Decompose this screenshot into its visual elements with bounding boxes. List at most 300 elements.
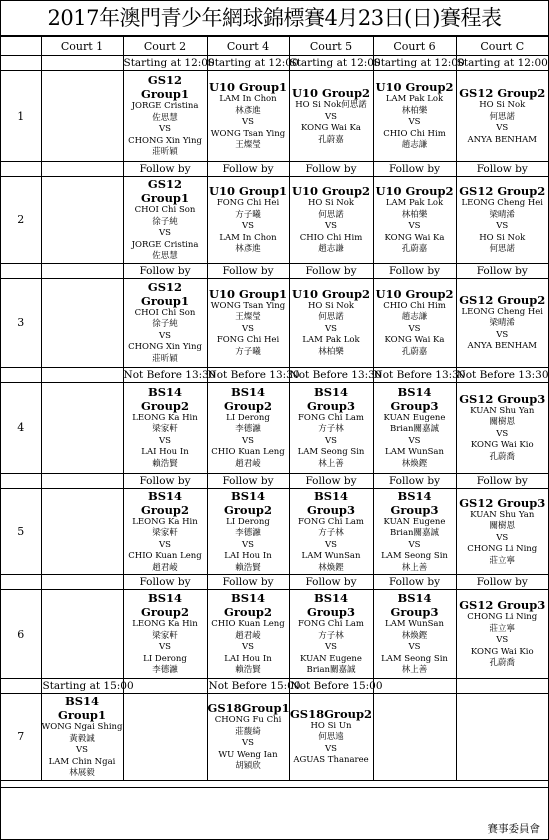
- player-name: CHIO Kuan Leng: [211, 447, 285, 458]
- player-name: LAI Hou In: [224, 551, 272, 561]
- time-label: Follow by: [373, 575, 456, 590]
- player-name: FONG Chi Hei: [216, 335, 280, 346]
- match-group: GS12 Group1: [141, 73, 189, 102]
- match: [124, 489, 207, 575]
- time-label: [1, 367, 41, 382]
- player-name: 方子林: [318, 528, 344, 538]
- footer-signature: 賽事委員會: [487, 823, 540, 835]
- match-cell: [123, 590, 207, 679]
- match: [208, 591, 289, 677]
- player-name: HO Si Nok: [307, 300, 355, 311]
- player-name: 王燦瑩: [235, 140, 261, 151]
- player-name: LAM Pak Lok: [302, 335, 360, 346]
- header-row: [1, 37, 548, 56]
- player-name: LAM WunSan: [385, 619, 444, 630]
- match-group: U10 Group2: [375, 184, 454, 198]
- time-label: [1, 575, 41, 590]
- court-header: Court 2: [123, 37, 207, 56]
- match: [457, 496, 549, 568]
- vs-label: VS: [325, 221, 337, 231]
- player-name: 梁晴浠: [489, 318, 515, 328]
- vs-label: VS: [159, 435, 171, 446]
- player-name: KONG Wai Ka: [384, 232, 445, 243]
- match-group: BS14 Group3: [390, 488, 439, 517]
- spacer-cell: [123, 780, 207, 787]
- header-corner: [1, 37, 41, 56]
- match-group: U10 Group2: [292, 184, 370, 198]
- match-cell: [207, 278, 289, 367]
- vs-label: VS: [496, 329, 509, 340]
- player-name: 何思遠: [318, 732, 344, 743]
- match: [208, 287, 289, 359]
- match: [124, 591, 207, 677]
- round-number: 1: [1, 71, 41, 162]
- player-name: WONG Tsan Ying: [210, 128, 286, 139]
- empty-cell: [41, 382, 123, 473]
- match-group: BS14 Group2: [224, 384, 272, 413]
- match-cell: [289, 694, 373, 781]
- match-group: BS14 Group3: [307, 488, 355, 517]
- player-name: HO Si Nok: [479, 100, 526, 110]
- match-cell: [456, 71, 548, 162]
- round-number: 3: [1, 278, 41, 367]
- player-name: LAM Chin Ngai: [48, 756, 116, 767]
- match-group: U10 Group2: [375, 286, 454, 301]
- vs-label: VS: [242, 221, 254, 231]
- match-cell: [289, 382, 373, 473]
- player-name: LAM WunSan: [385, 447, 444, 458]
- empty-cell: [123, 694, 207, 781]
- player-name: 方子曦: [235, 346, 261, 357]
- match-cell: [207, 382, 289, 473]
- round-number: 4: [1, 382, 41, 473]
- player-name: 賴浩賢: [235, 562, 261, 573]
- player-name: 王燦瑩: [235, 312, 261, 323]
- player-name: 莊昕穎: [152, 353, 178, 364]
- match: [374, 80, 456, 152]
- time-label: Follow by: [207, 575, 289, 590]
- match: [42, 694, 123, 780]
- match-group: U10 Group2: [292, 86, 370, 100]
- time-label: [41, 575, 123, 590]
- time-label-row: [1, 575, 548, 590]
- match-group: GS12 Group2: [459, 86, 546, 100]
- player-name: LAM WunSan: [301, 551, 361, 561]
- empty-cell: [41, 488, 123, 575]
- match-row: [1, 177, 548, 264]
- time-label: [41, 263, 123, 278]
- player-name: 孔蔚嘉: [401, 346, 428, 357]
- player-name: 趙君崚: [235, 630, 261, 641]
- player-name: 孔蔚喬: [489, 451, 515, 462]
- player-name: LAI Hou In: [141, 447, 189, 458]
- match-cell: [373, 488, 456, 575]
- vs-label: VS: [242, 642, 254, 653]
- player-name: CHIO Kuan Leng: [128, 551, 202, 561]
- player-name: 何思諾: [318, 312, 344, 323]
- time-label: [1, 162, 41, 177]
- court-header: Court 5: [289, 37, 373, 56]
- empty-cell: [373, 694, 456, 781]
- time-label: [41, 162, 123, 177]
- player-name: ANYA BENHAM: [467, 134, 537, 145]
- player-name: WONG Ngai Shing: [41, 722, 123, 732]
- time-label: [1, 473, 41, 488]
- match-group: BS14 Group2: [224, 591, 272, 620]
- player-name: 梁家軒: [152, 630, 178, 641]
- player-name: FONG Chi Lam: [298, 619, 364, 630]
- player-name: 徐子純: [152, 319, 178, 330]
- match-cell: [207, 177, 289, 264]
- player-name: KUAN Eugene: [383, 516, 446, 527]
- match-group: GS12 Group3: [459, 495, 546, 510]
- player-name: LEONG Cheng Hei: [461, 306, 544, 317]
- time-label: Follow by: [123, 575, 207, 590]
- match: [208, 385, 289, 471]
- player-name: 莊馥綺: [235, 726, 261, 737]
- vs-label: VS: [325, 743, 337, 754]
- match: [457, 392, 549, 464]
- match-group: U10 Group1: [209, 80, 287, 95]
- player-name: LI Derong: [143, 653, 187, 664]
- vs-label: VS: [496, 635, 509, 646]
- player-name: 趙君崚: [235, 458, 261, 469]
- vs-label: VS: [408, 221, 421, 231]
- player-name: 林煥鏗: [318, 562, 344, 573]
- player-name: FONG Chi Lam: [298, 412, 364, 423]
- match-group: GS12 Group3: [459, 391, 546, 406]
- time-label: [41, 367, 123, 382]
- player-name: LAM Seong Sin: [381, 653, 448, 664]
- spacer-cell: [41, 780, 123, 787]
- player-name: Brian關嘉誠: [389, 528, 440, 538]
- court-header: Court 4: [207, 37, 289, 56]
- player-name: 關樹恩: [489, 521, 515, 531]
- match-group: BS14 Group3: [307, 591, 355, 620]
- time-label: Follow by: [456, 473, 548, 488]
- match-group: BS14 Group3: [390, 384, 439, 413]
- match-row: [1, 488, 548, 575]
- round-number: 7: [1, 694, 41, 781]
- player-name: 孔蔚嘉: [401, 244, 428, 254]
- time-label: [373, 679, 456, 694]
- match: [124, 385, 207, 471]
- match-group: GS18Group2: [289, 706, 373, 721]
- match-cell: [123, 177, 207, 264]
- vs-label: VS: [242, 323, 254, 334]
- player-name: CHOI Chi Son: [134, 307, 196, 318]
- player-name: 林展毅: [69, 768, 95, 778]
- player-name: 林上善: [318, 458, 344, 469]
- match: [208, 80, 289, 152]
- match-group: GS12 Group3: [459, 598, 546, 613]
- player-name: 林煥鏗: [401, 458, 428, 469]
- match-cell: [373, 177, 456, 264]
- match: [457, 293, 549, 353]
- time-label: [1, 263, 41, 278]
- player-name: Brian關嘉誠: [389, 424, 440, 435]
- match: [374, 184, 456, 256]
- player-name: LEONG Ka Hin: [132, 516, 198, 527]
- player-name: LAM In Chon: [219, 94, 277, 105]
- vs-label: VS: [325, 642, 337, 653]
- vs-label: VS: [408, 323, 421, 334]
- match-cell: [456, 278, 548, 367]
- spacer-row: [1, 780, 548, 787]
- time-label: Not Before 13:30: [373, 368, 466, 381]
- vs-label: VS: [242, 539, 254, 550]
- player-name: LAM Seong Sin: [381, 551, 448, 561]
- player-name: 孔蔚喬: [489, 658, 515, 669]
- player-name: 孔蔚嘉: [318, 134, 344, 145]
- player-name: 趙君崚: [152, 562, 178, 573]
- match: [290, 489, 373, 575]
- schedule-table: [1, 36, 548, 788]
- time-label-row: [1, 263, 548, 278]
- player-name: CHIO Kuan Leng: [211, 619, 285, 630]
- player-name: 林彥進: [235, 105, 261, 116]
- match-cell: [289, 177, 373, 264]
- time-label: [456, 679, 548, 694]
- vs-label: VS: [242, 435, 254, 446]
- vs-label: VS: [76, 745, 88, 755]
- time-label: Starting at 12:00: [289, 57, 381, 69]
- match: [208, 701, 289, 773]
- time-label: Follow by: [373, 263, 456, 278]
- match: [124, 177, 207, 263]
- player-name: 林柏樂: [401, 209, 428, 220]
- time-label: Not Before 13:30: [207, 368, 300, 381]
- match: [374, 489, 456, 575]
- match: [290, 707, 373, 767]
- player-name: HO Si Un: [310, 720, 352, 731]
- match-cell: [289, 590, 373, 679]
- player-name: LEONG Ka Hin: [132, 412, 198, 423]
- match: [374, 287, 456, 359]
- match-cell: [207, 694, 289, 781]
- player-name: CHIO Chi Him: [383, 128, 446, 139]
- time-label-row: [1, 367, 548, 382]
- player-name: CHIO Chi Him: [299, 232, 363, 243]
- player-name: JORGE Cristina: [131, 101, 199, 112]
- player-name: CHONG Li Ning: [467, 612, 538, 623]
- spacer-cell: [289, 780, 373, 787]
- match: [374, 385, 456, 471]
- player-name: LEONG Ka Hin: [132, 619, 198, 630]
- player-name: FONG Chi Hei: [216, 198, 280, 208]
- vs-label: VS: [242, 738, 254, 748]
- player-name: 林上善: [401, 665, 428, 676]
- time-label: [1, 56, 41, 71]
- time-label: Not Before 15:00: [290, 680, 383, 692]
- match-group: U10 Group2: [292, 286, 370, 301]
- player-name: 李德瀜: [235, 424, 261, 435]
- player-name: 李德瀜: [152, 665, 178, 676]
- player-name: CHIO Chi Him: [383, 300, 446, 311]
- player-name: LI Derong: [226, 516, 270, 527]
- time-label: [123, 679, 207, 694]
- time-label: Not Before 13:30: [123, 368, 216, 381]
- player-name: LI Derong: [226, 412, 270, 423]
- vs-label: VS: [325, 539, 337, 550]
- time-label: Starting at 12:00: [207, 57, 299, 69]
- time-label: Follow by: [289, 263, 373, 278]
- time-label-row: [1, 679, 548, 694]
- vs-label: VS: [159, 228, 171, 238]
- vs-label: VS: [325, 435, 337, 446]
- player-name: 胡穎欣: [235, 761, 261, 771]
- player-name: 林柏樂: [318, 346, 344, 357]
- page-title: 2017年澳門青少年網球錦標賽4月23日(日)賽程表: [1, 1, 548, 36]
- round-number: 2: [1, 177, 41, 264]
- match: [290, 591, 373, 677]
- player-name: 莊立寧: [489, 623, 515, 634]
- match-cell: [289, 278, 373, 367]
- player-name: WU Weng Ian: [218, 749, 278, 760]
- player-name: LAM Pak Lok: [385, 94, 444, 105]
- vs-label: VS: [496, 123, 509, 133]
- player-name: 何思諾: [489, 244, 515, 254]
- match-group: GS12 Group1: [141, 279, 189, 308]
- match-group: U10 Group1: [209, 184, 287, 198]
- time-label: [41, 56, 123, 71]
- player-name: JORGE Cristina: [131, 239, 199, 250]
- player-name: 方子曦: [235, 209, 261, 220]
- match-group: U10 Group2: [375, 80, 454, 95]
- time-label-row: [1, 56, 548, 71]
- player-name: CHONG Fu Chi: [214, 715, 282, 725]
- match-group: GS12 Group2: [459, 184, 546, 198]
- empty-cell: [41, 177, 123, 264]
- player-name: 方子林: [318, 630, 344, 641]
- player-name: 何思諾: [489, 111, 515, 122]
- match-row: [1, 694, 548, 781]
- court-header: Court 6: [373, 37, 456, 56]
- match: [290, 287, 373, 359]
- player-name: 趙志謙: [318, 244, 344, 254]
- time-label: Not Before 15:00: [208, 680, 301, 692]
- match-cell: [373, 382, 456, 473]
- player-name: CHONG Xin Ying: [128, 135, 202, 146]
- match-group: BS14 Group2: [224, 488, 272, 517]
- vs-label: VS: [496, 428, 509, 439]
- player-name: 關樹恩: [489, 417, 515, 428]
- time-label: Not Before 13:30: [289, 368, 382, 381]
- match-group: BS14 Group2: [141, 384, 189, 413]
- player-name: 徐子純: [152, 216, 178, 227]
- time-label: Follow by: [123, 162, 207, 177]
- match-group: U10 Group1: [209, 286, 287, 301]
- match-cell: [207, 590, 289, 679]
- time-label: [41, 473, 123, 488]
- time-label: Follow by: [373, 162, 456, 177]
- match-cell: [123, 278, 207, 367]
- player-name: 林上善: [401, 562, 428, 573]
- player-name: 莊立寧: [489, 555, 515, 566]
- time-label: Follow by: [123, 473, 207, 488]
- match-group: GS12 Group2: [459, 292, 546, 307]
- player-name: 方子林: [318, 424, 344, 435]
- player-name: HO Si Nok: [479, 232, 526, 243]
- match: [290, 184, 373, 256]
- vs-label: VS: [408, 539, 421, 550]
- match-row: [1, 590, 548, 679]
- court-header: Court 1: [41, 37, 123, 56]
- player-name: 黃毅誠: [69, 733, 95, 744]
- player-name: 何思諾: [318, 209, 344, 220]
- player-name: FONG Chi Lam: [298, 516, 364, 527]
- vs-label: VS: [496, 221, 509, 231]
- player-name: HO Si Nok: [307, 198, 355, 208]
- empty-cell: [41, 590, 123, 679]
- player-name: 莊昕穎: [152, 147, 178, 158]
- time-label: Follow by: [289, 162, 373, 177]
- time-label: Follow by: [456, 263, 548, 278]
- empty-cell: [41, 71, 123, 162]
- match-group: GS12 Group1: [141, 177, 189, 205]
- player-name: CHONG Li Ning: [467, 544, 538, 554]
- match: [290, 86, 373, 146]
- player-name: KONG Wai Kio: [470, 440, 534, 451]
- spacer-cell: [373, 780, 456, 787]
- player-name: CHONG Xin Ying: [128, 342, 202, 353]
- player-name: ANYA BENHAM: [467, 341, 537, 351]
- player-name: KONG Wai Ka: [301, 123, 361, 133]
- player-name: 林煥鏗: [401, 630, 428, 641]
- match-cell: [373, 278, 456, 367]
- vs-label: VS: [408, 117, 421, 128]
- spacer-cell: [456, 780, 548, 787]
- empty-cell: [456, 694, 548, 781]
- match: [457, 184, 549, 256]
- player-name: 李德瀜: [235, 528, 261, 538]
- match-row: [1, 71, 548, 162]
- match-row: [1, 382, 548, 473]
- match: [457, 598, 549, 670]
- player-name: KONG Wai Kio: [470, 646, 534, 657]
- match-group: GS18Group1: [207, 701, 290, 715]
- match-row: [1, 278, 548, 367]
- match: [208, 489, 289, 575]
- match-group: BS14 Group2: [141, 591, 189, 620]
- match-cell: [456, 488, 548, 575]
- player-name: 賴浩賢: [152, 458, 178, 469]
- round-number: 5: [1, 488, 41, 575]
- match-group: BS14 Group3: [307, 384, 355, 413]
- player-name: LEONG Cheng Hei: [461, 198, 544, 208]
- player-name: KUAN Shu Yan: [470, 509, 535, 520]
- match-cell: [123, 488, 207, 575]
- vs-label: VS: [408, 435, 421, 446]
- vs-label: VS: [159, 539, 171, 550]
- vs-label: VS: [159, 642, 171, 653]
- vs-label: VS: [159, 330, 171, 341]
- vs-label: VS: [159, 124, 171, 135]
- player-name: 趙志謙: [401, 312, 428, 323]
- player-name: Brian關嘉誠: [306, 665, 356, 676]
- vs-label: VS: [325, 323, 337, 334]
- player-name: 林柏樂: [401, 105, 428, 116]
- player-name: KUAN Shu Yan: [470, 405, 535, 416]
- player-name: CHOI Chi Son: [134, 205, 196, 215]
- match-cell: [123, 382, 207, 473]
- match-cell: [41, 694, 123, 781]
- vs-label: VS: [242, 117, 254, 128]
- court-header: Court C: [456, 37, 548, 56]
- player-name: 林彥進: [235, 244, 261, 254]
- match: [124, 280, 207, 366]
- match: [374, 591, 456, 677]
